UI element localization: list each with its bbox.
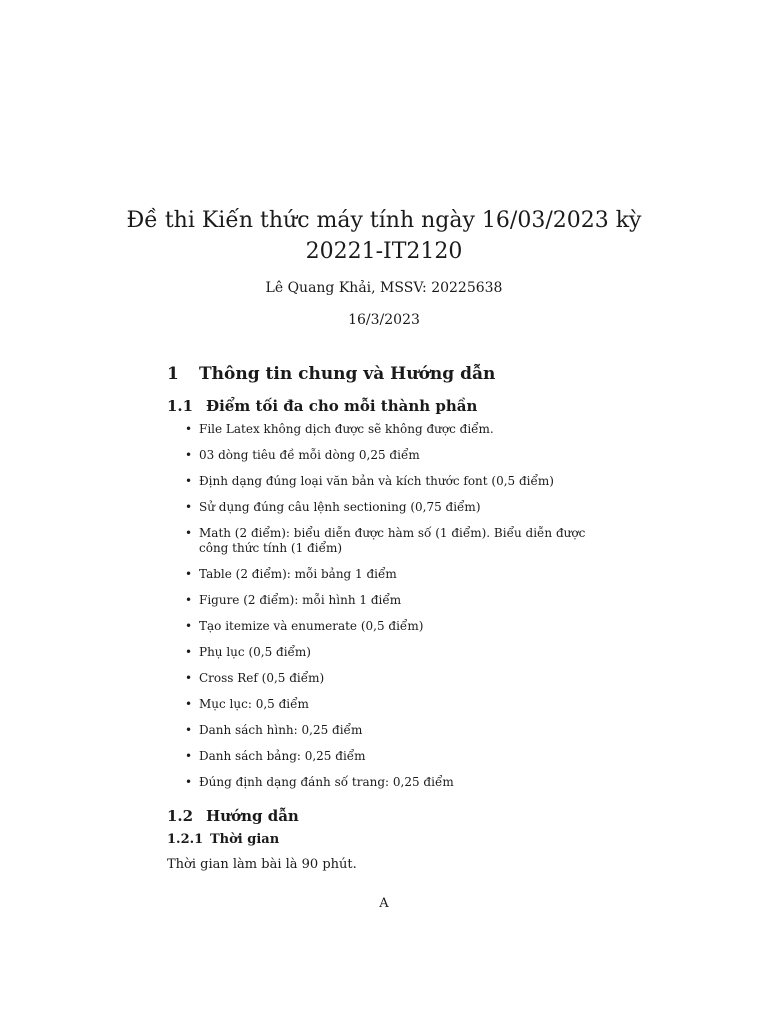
date-line: 16/3/2023 (348, 312, 420, 328)
title-line-2: 20221-IT2120 (305, 239, 463, 264)
subsection-heading-points (167, 397, 477, 415)
list-item: • Math (2 điểm): biểu diễn được hàm số (1 điểm). Biểu diễn được công thức tính (1 điểm) (185, 526, 615, 556)
list-item: • Danh sách bảng: 0,25 điểm (185, 749, 615, 764)
subsubsection-title: Thời gian (210, 832, 280, 847)
list-item: • Cross Ref (0,5 điểm) (185, 671, 615, 686)
list-item: • Sử dụng đúng câu lệnh sectioning (0,75 điểm) (185, 500, 615, 515)
subsection-heading-guide (167, 807, 299, 825)
list-item: • 03 dòng tiêu đề mỗi dòng 0,25 điểm (185, 448, 615, 463)
subsection-title: Hướng dẫn (206, 807, 299, 825)
grading-list (185, 422, 615, 801)
subsubsection-heading-time (167, 832, 279, 847)
document-title (100, 205, 668, 267)
list-item: • Table (2 điểm): mỗi bảng 1 điểm (185, 567, 615, 582)
list-item: • Phụ lục (0,5 điểm) (185, 645, 615, 660)
section-number: 1 (167, 364, 179, 384)
list-item: • Danh sách hình: 0,25 điểm (185, 723, 615, 738)
list-item: • Định dạng đúng loại văn bản và kích thước font (0,5 điểm) (185, 474, 615, 489)
section-heading (167, 364, 495, 384)
list-item: • Đúng định dạng đánh số trang: 0,25 điểm (185, 775, 615, 790)
title-line-1: Đề thi Kiến thức máy tính ngày 16/03/2023 kỳ (126, 208, 642, 233)
list-item: • File Latex không dịch được sẽ không được điểm. (185, 422, 615, 437)
list-item: • Tạo itemize và enumerate (0,5 điểm) (185, 619, 615, 634)
time-paragraph: Thời gian làm bài là 90 phút. (167, 857, 357, 872)
page-number: A (379, 896, 389, 911)
list-item: • Figure (2 điểm): mỗi hình 1 điểm (185, 593, 615, 608)
list-item: • Mục lục: 0,5 điểm (185, 697, 615, 712)
author-line: Lê Quang Khải, MSSV: 20225638 (265, 280, 503, 296)
section-title: Thông tin chung và Hướng dẫn (199, 364, 496, 384)
subsection-number: 1.1 (167, 397, 194, 415)
subsection-title: Điểm tối đa cho mỗi thành phần (206, 397, 478, 415)
subsection-number: 1.2 (167, 807, 194, 825)
subsubsection-number: 1.2.1 (167, 832, 204, 847)
